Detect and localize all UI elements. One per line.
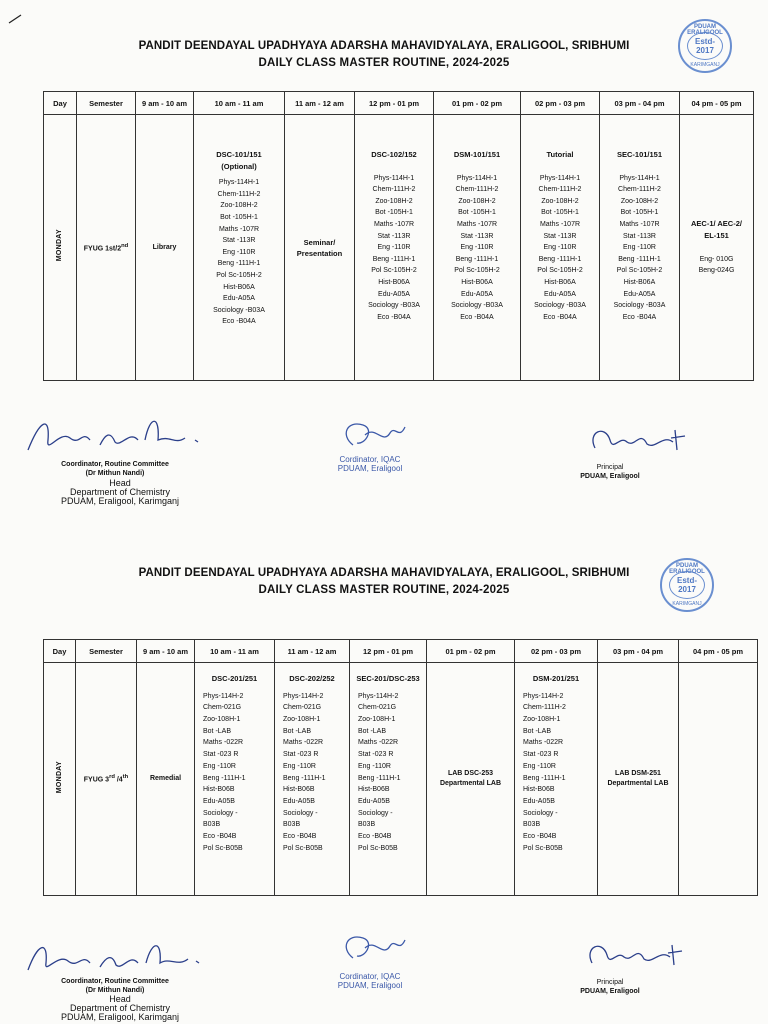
slot-cell: DSC-102/152 Phys-114H-1 Chem-111H-2 Zoo-108H-2 Bot -105H-1 Maths -107R Stat -113R Eng -110R Beng -111H-1 Pol Sc-105H-2 Hist-B06A Edu-A05A Sociology -B03A Eco -B04A <box>355 115 434 381</box>
course-line: Stat -113R <box>377 232 411 240</box>
slot-cell: DSM-201/251 Phys-114H-2 Chem-111H-2 Zoo-108H-1 Bot -LAB Maths -022R Stat -023 R Eng -110R Beng -111H-1 Hist-B06B Edu-A05B Sociology - B03B Eco -B04B Pol Sc-B05B <box>515 663 598 896</box>
course-line: Sociology - <box>358 809 393 817</box>
header-cell: 04 pm - 05 pm <box>679 640 758 663</box>
slot-cell: SEC-101/151 Phys-114H-1 Chem-111H-2 Zoo-108H-2 Bot -105H-1 Maths -107R Stat -113R Eng -110R Beng -111H-1 Pol Sc-105H-2 Hist-B06A Edu-A05A Sociology -B03A Eco -B04A <box>600 115 680 381</box>
course-line: Pol Sc-105H-2 <box>454 267 500 275</box>
course-line: Maths -022R <box>523 739 564 747</box>
course-line: Edu-A05A <box>223 295 255 303</box>
course-line: Chem-111H-2 <box>538 186 582 194</box>
slot-cell: DSC-202/252 Phys-114H-2 Chem-021G Zoo-108H-1 Bot -LAB Maths -022R Stat -023 R Eng -110R Beng -111H-1 Hist-B06B Edu-A05B Sociology - B03B Eco -B04B Pol Sc-B05B <box>275 663 350 896</box>
course-line: Phys-114H-2 <box>283 692 324 700</box>
college-title: PANDIT DEENDAYAL UPADHYAYA ADARSHA MAHAVIDYALAYA, ERALIGOOL, SRIBHUMI <box>138 567 630 579</box>
iqac-signature-block: Cordinator, IQAC PDUAM, Eraligool <box>337 972 403 990</box>
course-line: Sociology -B03A <box>534 302 586 310</box>
course-line: Edu-A05A <box>623 290 656 298</box>
slot-cell: Tutorial Phys-114H-1 Chem-111H-2 Zoo-108H-2 Bot -105H-1 Maths -107R Stat -113R Eng -110R Beng -111H-1 Pol Sc-105H-2 Hist-B06A Edu-A05A Sociology -B03A Eco -B04A <box>521 115 600 381</box>
semester-cell: FYUG 3rd /4th <box>76 663 137 896</box>
course-line: Stat -023 R <box>203 751 239 759</box>
course-line: Pol Sc-B05B <box>358 844 398 852</box>
course-line: Edu-A05B <box>523 797 555 805</box>
course-line: Phys-114H-2 <box>203 692 244 700</box>
header-cell: 01 pm - 02 pm <box>427 640 515 663</box>
iqac-signature <box>335 928 415 968</box>
course-line: Beng -111H-1 <box>372 255 416 263</box>
slot-cell: DSM-101/151 Phys-114H-1 Chem-111H-2 Zoo-108H-2 Bot -105H-1 Maths -107R Stat -113R Eng -110R Beng -111H-1 Pol Sc-105H-2 Hist-B06A Edu-A05A Sociology -B03A Eco -B04A <box>434 115 521 381</box>
course-line: Eng- 010G <box>699 255 734 263</box>
course-line: Eng -110R <box>543 244 577 252</box>
course-line: Pol Sc-B05B <box>203 844 243 852</box>
course-line: Chem-021G <box>283 704 322 712</box>
college-seal: PDUAM ERALIGOOL Estd- 2017 KARIMGANJ <box>660 558 714 612</box>
principal-signature-block: Principal PDUAM, Eraligool <box>580 464 640 480</box>
course-line: Zoo-108H-1 <box>358 716 396 723</box>
principal-signature <box>585 420 695 460</box>
course-line: Zoo-108H-1 <box>523 716 561 723</box>
course-line: Phys-114H-1 <box>218 179 260 187</box>
slot-cell: AEC-1/ AEC-2/ EL-151 Eng- 010G Beng-024G <box>680 115 754 381</box>
course-line: Chem-111H-2 <box>523 704 566 712</box>
course-line: Beng -111H-1 <box>455 255 499 263</box>
principal-signature <box>582 935 692 975</box>
course-line: Sociology - <box>283 809 318 817</box>
course-line: Stat -023 R <box>358 751 394 759</box>
course-line: Maths -022R <box>358 739 399 747</box>
college-seal: PDUAM ERALIGOOL Estd- 2017 KARIMGANJ <box>678 19 732 73</box>
course-line: Sociology - <box>203 809 238 817</box>
course-line: B03B <box>283 821 301 829</box>
course-line: Hist-B06A <box>623 278 656 286</box>
course-line: Maths -107R <box>539 220 581 228</box>
course-line: Chem-111H-2 <box>618 186 661 194</box>
routine-table-2 <box>43 639 758 896</box>
header-cell: 03 pm - 04 pm <box>600 92 680 115</box>
course-line: Eco -B04A <box>222 318 256 326</box>
header-cell: 02 pm - 03 pm <box>521 92 600 115</box>
course-line: Edu-A05B <box>203 797 235 805</box>
table-row <box>44 663 758 896</box>
course-line: Eco -B04B <box>203 833 237 841</box>
course-line: Bot -LAB <box>358 727 387 735</box>
course-line: Edu-A05A <box>461 290 493 298</box>
course-line: Bot -105H-1 <box>458 209 496 217</box>
coordinator-stamp: Head Department of Chemistry PDUAM, Eraligool, Karimganj <box>60 478 180 506</box>
course-line: Chem-111H-2 <box>217 190 261 198</box>
course-line: Edu-A05B <box>358 797 390 805</box>
course-line: Pol Sc-B05B <box>283 844 323 852</box>
semester-cell: FYUG 1st/2nd <box>77 115 136 381</box>
slot-cell <box>679 663 758 896</box>
course-line: B03B <box>358 821 376 829</box>
course-line: Stat -113R <box>543 232 577 240</box>
course-line: Eco -B04A <box>377 313 411 321</box>
course-line: Beng -111H-1 <box>203 774 246 782</box>
header-cell: Day <box>44 92 77 115</box>
header-cell: 10 am - 11 am <box>195 640 275 663</box>
course-line: Hist-B06A <box>378 278 410 286</box>
header-cell: 12 pm - 01 pm <box>355 92 434 115</box>
course-line: Zoo-108H-2 <box>620 197 659 205</box>
slot-cell: Remedial <box>137 663 195 896</box>
coordinator-signature <box>20 410 220 460</box>
header-cell: 11 am - 12 am <box>285 92 355 115</box>
course-line: Stat -113R <box>623 232 656 240</box>
header-row <box>44 92 754 115</box>
course-line: Hist-B06A <box>461 278 493 286</box>
table-row <box>44 115 754 381</box>
slot-cell: DSC-201/251 Phys-114H-2 Chem-021G Zoo-108H-1 Bot -LAB Maths -022R Stat -023 R Eng -110R Beng -111H-1 Hist-B06B Edu-A05B Sociology - B03B Eco -B04B Pol Sc-B05B <box>195 663 275 896</box>
course-line: Eng -110R <box>283 762 316 770</box>
slot-cell: Library <box>136 115 194 381</box>
course-line: B03B <box>203 821 221 829</box>
course-line: Eco -B04B <box>283 833 317 841</box>
coordinator-signature-block: Coordinator, Routine Committee (Dr Mithun Nandi) <box>61 461 169 477</box>
header-cell: 02 pm - 03 pm <box>515 640 598 663</box>
course-line: Phys-114H-1 <box>456 174 498 182</box>
course-line: Zoo-108H-1 <box>283 716 321 723</box>
slot-cell: DSC-101/151 (Optional) Phys-114H-1 Chem-111H-2 Zoo-108H-2 Bot -105H-1 Maths -107R Stat -113R Eng -110R Beng -111H-1 Pol Sc-105H-2 Hist-B06A Edu-A05A Sociology -B03A Eco -B04A <box>194 115 285 381</box>
course-line: Bot -105H-1 <box>620 209 659 217</box>
course-line: Eco -B04A <box>460 313 494 321</box>
course-line: Eng -110R <box>377 244 411 252</box>
slot-cell: Seminar/ Presentation <box>285 115 355 381</box>
course-line: Stat -113R <box>222 237 256 245</box>
course-line: Sociology -B03A <box>613 302 666 310</box>
course-line: Sociology - <box>523 809 558 817</box>
course-line: Chem-021G <box>203 704 242 712</box>
course-line: Eng -110R <box>222 248 256 256</box>
header-cell: 11 am - 12 am <box>275 640 350 663</box>
course-line: Bot -LAB <box>523 727 552 735</box>
course-line: Phys-114H-2 <box>523 692 564 700</box>
course-line: Chem-111H-2 <box>455 186 499 194</box>
course-line: Pol Sc-105H-2 <box>216 271 262 279</box>
course-line: Phys-114H-1 <box>373 174 415 182</box>
course-line: Maths -107R <box>373 220 415 228</box>
iqac-signature-block: Cordinator, IQAC PDUAM, Eraligool <box>337 455 403 473</box>
routine-section-2 <box>0 520 768 1024</box>
header-cell: 9 am - 10 am <box>137 640 195 663</box>
course-line: Beng -111H-1 <box>538 255 582 263</box>
coordinator-signature <box>20 935 220 980</box>
course-line: Hist-B06B <box>523 786 555 794</box>
course-line: Beng -111H-1 <box>523 774 566 782</box>
course-line: Beng -111H-1 <box>618 255 661 263</box>
header-cell: 10 am - 11 am <box>194 92 285 115</box>
slot-cell: SEC-201/DSC-253 Phys-114H-2 Chem-021G Zoo-108H-1 Bot -LAB Maths -022R Stat -023 R Eng -110R Beng -111H-1 Hist-B06B Edu-A05B Sociology - B03B Eco -B04B Pol Sc-B05B <box>350 663 427 896</box>
course-line: Pol Sc-105H-2 <box>371 267 417 275</box>
course-line: Phys-114H-2 <box>358 692 399 700</box>
header-row <box>44 640 758 663</box>
coordinator-stamp: Head Department of Chemistry PDUAM, Eraligool, Karimganj <box>60 994 180 1022</box>
course-line: Eng -110R <box>203 762 236 770</box>
course-line: Eng -110R <box>523 762 556 770</box>
course-line: Pol Sc-B05B <box>523 844 563 852</box>
course-line: Zoo-108H-2 <box>375 197 413 205</box>
course-line: Eco -B04A <box>622 313 657 321</box>
course-line: Stat -023 R <box>283 751 319 759</box>
course-line: Hist-B06B <box>203 786 235 794</box>
course-line: Bot -105H-1 <box>220 213 258 221</box>
course-line: Sociology -B03A <box>213 306 265 314</box>
course-line: Hist-B06B <box>358 786 390 794</box>
course-line: Chem-021G <box>358 704 397 712</box>
course-line: Pol Sc-105H-2 <box>537 267 583 275</box>
course-line: Zoo-108H-1 <box>203 716 241 723</box>
course-line: B03B <box>523 821 541 829</box>
course-line: Eng -110R <box>460 244 494 252</box>
course-line: Maths -107R <box>456 220 498 228</box>
routine-title: DAILY CLASS MASTER ROUTINE, 2024-2025 <box>258 57 510 69</box>
course-line: Maths -107R <box>619 220 660 228</box>
day-cell: MONDAY <box>44 115 77 381</box>
course-line: Edu-A05A <box>544 290 576 298</box>
header-cell: Semester <box>77 92 136 115</box>
principal-signature-block: Principal PDUAM, Eraligool <box>580 979 640 995</box>
course-line: Eng -110R <box>358 762 391 770</box>
day-cell: MONDAY <box>44 663 76 896</box>
course-line: Zoo-108H-2 <box>220 202 258 210</box>
course-line: Pol Sc-105H-2 <box>616 267 663 275</box>
course-line: Bot -105H-1 <box>541 209 579 217</box>
course-line: Eng -110R <box>623 244 656 252</box>
header-cell: Day <box>44 640 76 663</box>
course-line: Bot -LAB <box>283 727 312 735</box>
header-cell: 9 am - 10 am <box>136 92 194 115</box>
course-line: Edu-A05A <box>378 290 410 298</box>
coordinator-signature-block: Coordinator, Routine Committee (Dr Mithun Nandi) <box>61 978 169 994</box>
course-line: Beng -111H-1 <box>217 260 261 268</box>
course-line: Hist-B06A <box>544 278 576 286</box>
slot-cell: LAB DSC-253 Departmental LAB <box>427 663 515 896</box>
slot-cell: LAB DSM-251 Departmental LAB <box>598 663 679 896</box>
course-line: Maths -022R <box>283 739 324 747</box>
routine-title: DAILY CLASS MASTER ROUTINE, 2024-2025 <box>258 584 510 596</box>
header-cell: 12 pm - 01 pm <box>350 640 427 663</box>
course-line: Sociology -B03A <box>451 302 503 310</box>
course-line: Phys-114H-1 <box>619 174 660 182</box>
course-line: Beng -111H-1 <box>283 774 326 782</box>
course-line: Zoo-108H-2 <box>541 197 579 205</box>
course-line: Edu-A05B <box>283 797 315 805</box>
course-line: Hist-B06B <box>283 786 315 794</box>
course-line: Hist-B06A <box>223 283 255 291</box>
header-cell: 03 pm - 04 pm <box>598 640 679 663</box>
course-line: Phys-114H-1 <box>539 174 581 182</box>
course-line: Maths -107R <box>218 225 260 233</box>
college-title: PANDIT DEENDAYAL UPADHYAYA ADARSHA MAHAVIDYALAYA, ERALIGOOL, SRIBHUMI <box>138 40 630 52</box>
header-cell: Semester <box>76 640 137 663</box>
header-cell: 01 pm - 02 pm <box>434 92 521 115</box>
course-line: Bot -105H-1 <box>375 209 413 217</box>
course-line: Bot -LAB <box>203 727 232 735</box>
course-line: Zoo-108H-2 <box>458 197 496 205</box>
course-line: Sociology -B03A <box>368 302 420 310</box>
course-line: Stat -023 R <box>523 751 559 759</box>
course-line: Chem-111H-2 <box>372 186 416 194</box>
routine-table-1 <box>43 91 754 381</box>
course-line: Maths -022R <box>203 739 244 747</box>
course-line: Eco -B04A <box>543 313 577 321</box>
course-line: Beng-024G <box>698 267 735 275</box>
iqac-signature <box>335 415 415 455</box>
course-line: Stat -113R <box>460 232 494 240</box>
course-line: Eco -B04B <box>358 833 392 841</box>
header-cell: 04 pm - 05 pm <box>680 92 754 115</box>
course-line: Beng -111H-1 <box>358 774 401 782</box>
course-line: Eco -B04B <box>523 833 557 841</box>
